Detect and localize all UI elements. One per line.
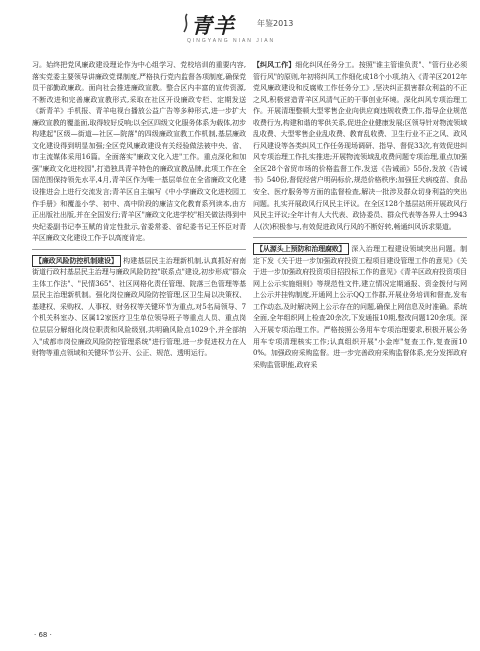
paragraph-risk-control	[32, 255, 246, 360]
brush-stroke-icon	[181, 13, 191, 33]
right-column	[253, 60, 467, 371]
section-heading-risk-control: 【廉政风险防控机制建设】	[32, 255, 121, 267]
section-heading-correction: 【纠风工作】	[253, 61, 296, 69]
left-column	[32, 60, 246, 360]
section-heading-prevention: 【从源头上预防和治理腐败】	[253, 243, 349, 255]
page-number: · 68 ·	[34, 631, 52, 639]
prevention-text: 深入治理工程建设领域突出问题。制定下发《关于进一步加强政府投资工程项目建设管理工作的意见》《关于进一步加强政府投资项目招投标工作的意见》《青羊区政府投资项目网上公示实施细则》等规范性文件,建立情况定期通报、资金拨付与网上公示并挂钩制度,开通网上公示QQ工作群,开展业务培训和督查,发布工作动态,及时解决网上公示存在的问题,确保上网信息及时准确。系统全面,全年组织网上检查20余次,下发通报10期,整改问题120余项。深入开展专项治理工作。严格按照公务用车专项治理要求,积极开展公务用车专项清理核实工作;认真组织开展"小金库"复查工作,复查面100%。加强政府采购监督。进一步完善政府采购监督体系,充分发挥政府采购监管职能,政府采	[253, 245, 467, 369]
correction-text: 细化纠风任务分工。按照"谁主管谁负责"、"管行业必须管行风"的原则,年初将纠风工作细化成18个小项,纳入《青羊区2012年党风廉政建设和反腐败工作任务分工》,坚决纠正损害群众利益的不正之风,积极营造青羊区风清气正的干事创业环境。深化纠风专项治理工作。开展清理整顿大型零售企业向供应商违规收费工作,指导企业规范收费行为,构建和谐的零供关系,促进企业健康发展;区领导针对物流领域乱收费、大型零售企业乱收费、教育乱收费、卫生行业不正之风、政风行风建设等各类纠风工作任务现场调研、指导、督促33次,有效促进纠风专项治理工作扎实推进;开展物流领域乱收费问题专项治理,重点加强全区28个省贸市场的价格监督工作,发送《告诫函》55份,发放《告诫书》540份,督促经营户明码标价,规范价格秩序;加强狂犬病疫苗、食品安全、医疗服务等方面的监督检查,解决一批涉及群众切身利益的突出问题。扎实开展政风行风民主评议。在全区128个基层站所开展政风行风民主评议;全年计有人大代表、政协委员、群众代表等各界人士9943人(次)积极参与,有效促进政风行风的不断好转,畅通纠风诉求渠道。	[253, 61, 467, 231]
section-divider	[253, 237, 467, 238]
risk-control-text: 构建基层民主治理新机制,认真抓好府南街道行政村基层民主治理与廉政风险防控"联系点"建设,初步形成"群众主体工作法"、"民情365"、社区网格化责任管理、院落三色管理等基层民主治理新机制。强化岗位廉政风险防控管理,区卫生局以决策权、基建权、采购权、人事权、财务权等关键环节为重点,对5名局领导、7个机关科室办、区属12家医疗卫生单位领导班子等重点人员、重点岗位层层分解细化岗位职责和风险级别,共明确风险点1029个,并全部纳入"成都市岗位廉政风险防控管理系统"进行管理,进一步促进权力在人财物等重点领域和关键环节公开、公正、规范、透明运行。	[32, 256, 246, 358]
section-divider	[32, 249, 246, 250]
yearbook-logo	[185, 10, 295, 54]
yearbook-roman: QINGYANG NIAN JIAN	[187, 38, 276, 44]
yearbook-year: 年鉴2013	[257, 19, 294, 28]
paragraph-prevention	[253, 243, 467, 371]
yearbook-title: 青羊	[191, 13, 235, 38]
paragraph-correction	[253, 60, 467, 233]
masthead	[0, 0, 480, 56]
paragraph-propaganda: 习。始终把党风廉政建设理论作为中心组学习、党校培训的重要内容,落实党委主要领导讲廉政党课制度,严格执行党内监督各项制度,确保党员干部勤政廉政。面向社会推进廉政宣教。整合区内丰富的宣传资源,不断改进和完善廉政宣教形式,采取在社区开设廉政专栏、定期发送《新青羊》手机报、青羊电视台播放公益广告等多种形式,进一步扩大廉政宣教的覆盖面,取得较好反响;以全区四级文化服务体系为载体,初步构建起"区级—街道—社区—院落"的四级廉政宣教工作机制,基层廉政文化建设得到明显加强;全区党风廉政建设有关经验做法被中央、省、市主流媒体采用16篇。全面落实"廉政文化入进"工作。重点深化和加强"廉政文化进校园",打造独具青羊特色的廉政宣教品牌,此项工作在全国范围保持领先水平,4月,青羊区作为唯一基层单位在全省廉政文化建设推进会上进行交流发言;青羊区自主编写《中小学廉政文化进校园工作手册》和覆盖小学、初中、高中阶段的廉洁文化教育系列读本,由方正出版社出版,并在全国发行;青羊区"廉政文化进学校"相关做法得到中央纪委副书记李玉赋的肯定性批示,省委常委、省纪委书记王怀臣对青羊区廉政文化建设工作予以高度肯定。	[32, 61, 246, 243]
